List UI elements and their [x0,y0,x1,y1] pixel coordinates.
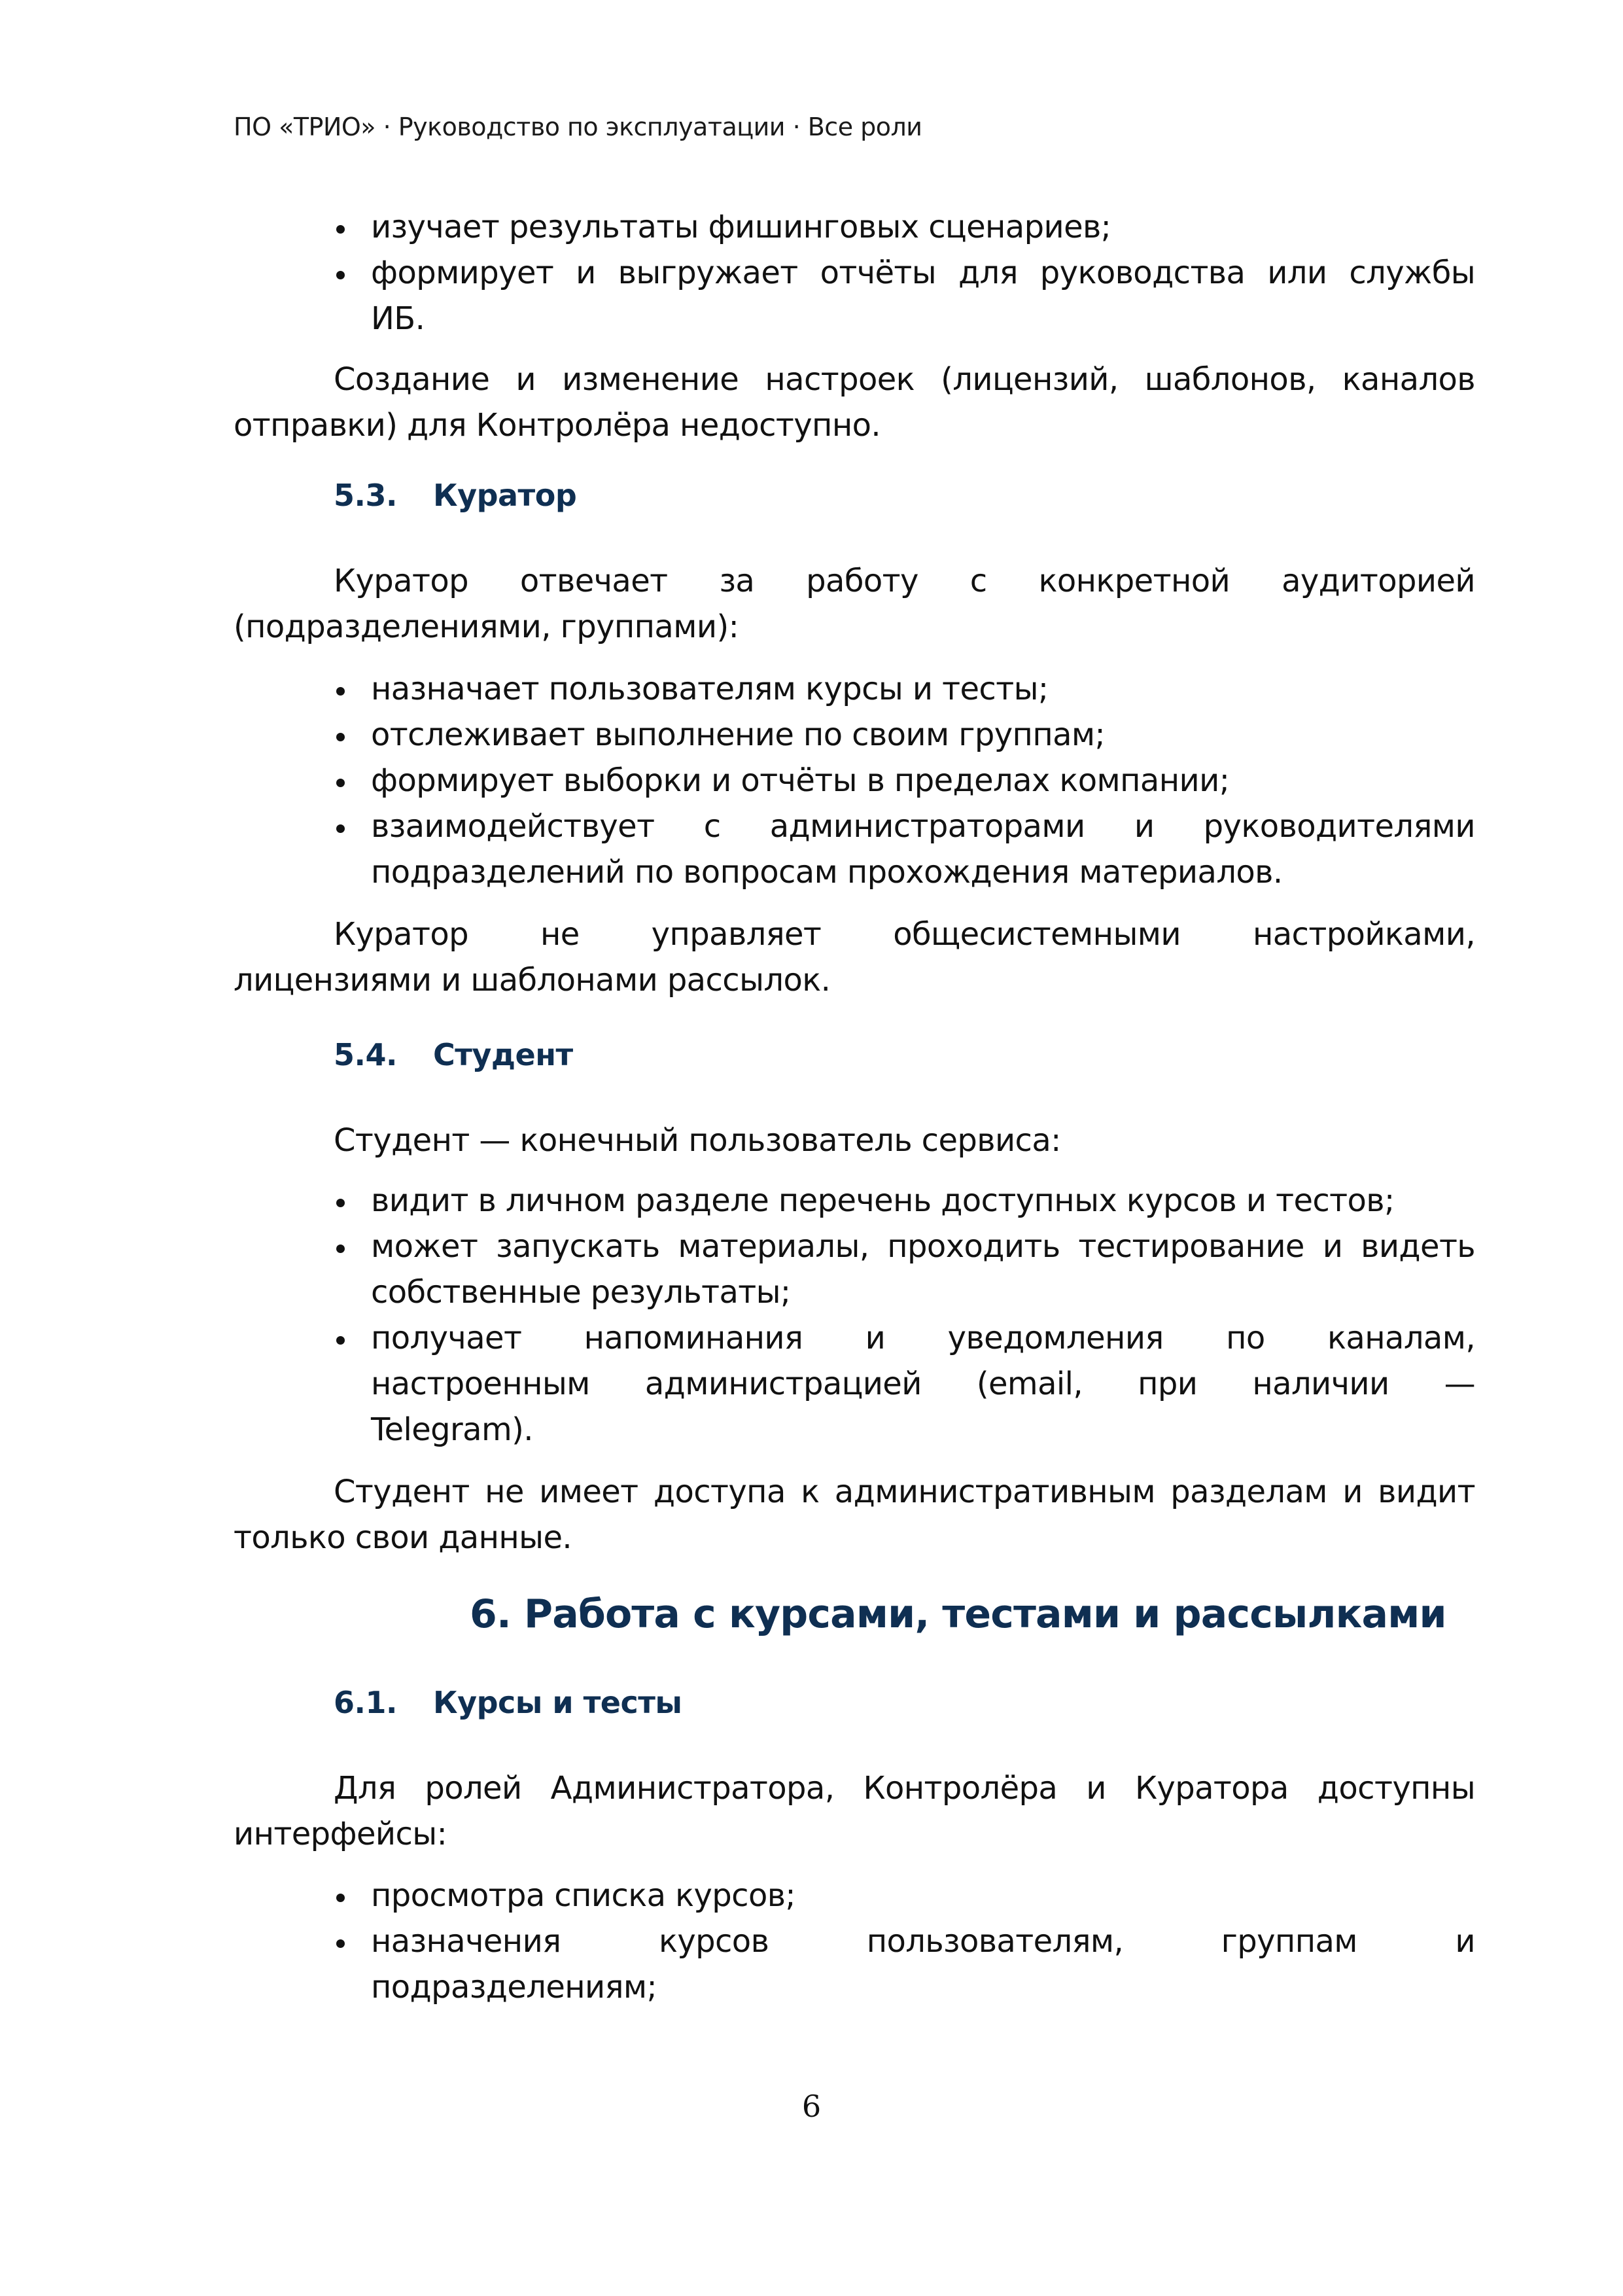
list-item-continuation: собственные результаты; [371,1274,791,1311]
chapter-heading-6: 6. Работа с курсами, тестами и рассылками [470,1591,1446,1637]
list-item: может запускать материалы, проходить тестирование и видеть [371,1228,1475,1265]
page-number: 6 [801,2089,822,2124]
paragraph-line: лицензиями и шаблонами рассылок. [234,962,831,998]
running-header: ПО «ТРИО» · Руководство по эксплуатации · Все роли [234,113,922,141]
list-item: видит в личном разделе перечень доступных курсов и тестов; [371,1182,1395,1219]
list-item: назначает пользователям курсы и тесты; [371,671,1049,707]
list-item-continuation: Telegram). [371,1411,533,1448]
section-heading-5-4: 5.4. Студент [334,1037,573,1072]
list-item: просмотра списка курсов; [371,1877,795,1914]
list-item: формирует выборки и отчёты в пределах компании; [371,762,1230,799]
paragraph-line: Для ролей Администратора, Контролёра и Куратора доступны [334,1770,1475,1807]
list-item: получает напоминания и уведомления по каналам, [371,1320,1475,1356]
paragraph-line: Студент не имеет доступа к административным разделам и видит [334,1474,1475,1510]
list-item-continuation: подразделениям; [371,1969,657,2005]
paragraph-line: Куратор отвечает за работу с конкретной аудиторией [334,563,1475,599]
list-item: отслеживает выполнение по своим группам; [371,716,1106,753]
paragraph-line: Студент — конечный пользователь сервиса: [334,1122,1061,1159]
list-item: назначения курсов пользователям, группам и [371,1923,1475,1960]
paragraph-line: Создание и изменение настроек (лицензий, шаблонов, каналов [334,361,1475,398]
paragraph-line: (подразделениями, группами): [234,609,739,645]
paragraph-line: Куратор не управляет общесистемными настройками, [334,916,1475,953]
paragraph-line: только свои данные. [234,1519,572,1556]
list-item-continuation: ИБ. [371,300,425,337]
section-heading-5-3: 5.3. Куратор [334,478,577,513]
list-item: формирует и выгружает отчёты для руководства или службы [371,255,1475,291]
paragraph-line: интерфейсы: [234,1816,447,1852]
list-item: взаимодействует с администраторами и руководителями [371,808,1475,845]
list-item-continuation: подразделений по вопросам прохождения материалов. [371,854,1283,891]
list-item-continuation: настроенным администрацией (email, при наличии — [371,1366,1475,1402]
paragraph-line: отправки) для Контролёра недоступно. [234,407,881,444]
section-heading-6-1: 6.1. Курсы и тесты [334,1685,682,1720]
list-item: изучает результаты фишинговых сценариев; [371,209,1111,245]
